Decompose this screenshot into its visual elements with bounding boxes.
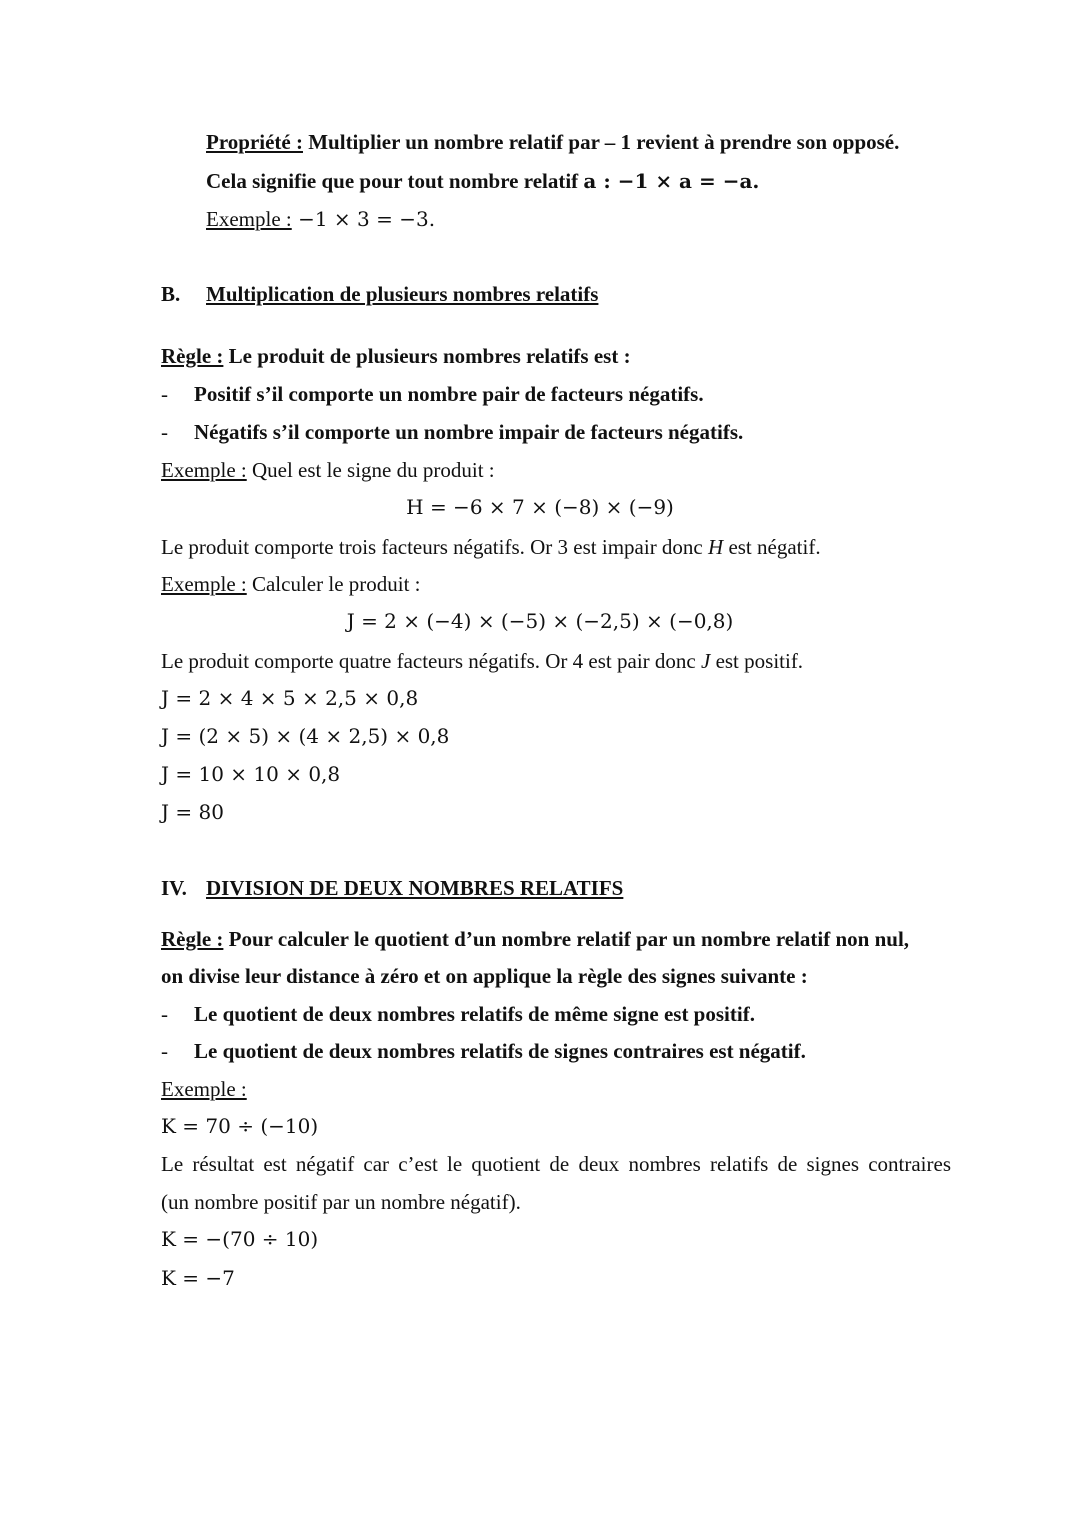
- calc-step: J = (2 × 5) × (4 × 2,5) × 0,8: [161, 724, 450, 748]
- rule-item: Négatifs s’il comporte un nombre impair de facteurs négatifs.: [194, 420, 744, 444]
- conclusion-text: Le produit comporte trois facteurs négatifs. Or 3 est impair donc: [161, 535, 709, 559]
- property-meaning-text: Cela signifie que pour tout nombre relatif: [206, 169, 584, 193]
- variable-j: J: [700, 649, 711, 673]
- rule-text: Le produit de plusieurs nombres relatifs est :: [223, 344, 631, 368]
- example-label: Exemple :: [161, 1077, 247, 1101]
- property-meaning: [206, 168, 759, 194]
- rule-text: Pour calculer le quotient d’un nombre relatif par un nombre relatif non nul,: [223, 927, 910, 951]
- explanation-line: (un nombre positif par un nombre négatif).: [161, 1190, 521, 1214]
- calc-step: J = 10 × 10 × 0,8: [161, 762, 341, 786]
- rule-quotient-line2: on divise leur distance à zéro et on applique la règle des signes suivante :: [161, 964, 808, 988]
- example-formula: −1 × 3 = −3.: [291, 207, 436, 231]
- rule-item: Le quotient de deux nombres relatifs de même signe est positif.: [194, 1002, 755, 1026]
- rule-item: Le quotient de deux nombres relatifs de signes contraires est négatif.: [194, 1039, 806, 1063]
- example-j-conclusion: [161, 648, 803, 674]
- example-text: Quel est le signe du produit :: [246, 458, 495, 482]
- rule-item-dash: -: [161, 1039, 168, 1063]
- calc-step: K = −7: [161, 1266, 235, 1290]
- example-label: Exemple :: [206, 207, 292, 231]
- rule-item-dash: -: [161, 382, 168, 406]
- conclusion-text: Le produit comporte quatre facteurs négatifs. Or 4 est pair donc: [161, 649, 701, 673]
- property-formula: a : −1 × a = −a.: [583, 169, 760, 193]
- example-text: Calculer le produit :: [246, 572, 421, 596]
- section-b-number: B.: [161, 282, 181, 306]
- calc-step: J = 80: [161, 800, 224, 824]
- section-iv-title: DIVISION DE DEUX NOMBRES RELATIFS: [206, 876, 624, 900]
- variable-h: H: [708, 535, 724, 559]
- section-iv-number: IV.: [161, 876, 187, 900]
- formula-h: H = −6 × 7 × (−8) × (−9): [406, 495, 674, 519]
- rule-product: [161, 343, 631, 369]
- rule-item-dash: -: [161, 420, 168, 444]
- property-example: [206, 206, 435, 232]
- rule-item: Positif s’il comporte un nombre pair de facteurs négatifs.: [194, 382, 704, 406]
- property-label: Propriété :: [206, 130, 303, 154]
- example-h-intro: [161, 457, 495, 483]
- rule-item-dash: -: [161, 1002, 168, 1026]
- calc-step: J = 2 × 4 × 5 × 2,5 × 0,8: [161, 686, 419, 710]
- example-h-conclusion: [161, 534, 821, 560]
- property-statement: [206, 129, 899, 155]
- conclusion-text: est négatif.: [723, 535, 821, 559]
- conclusion-text: est positif.: [710, 649, 804, 673]
- rule-label: Règle :: [161, 927, 224, 951]
- rule-label: Règle :: [161, 344, 224, 368]
- calc-step: K = −(70 ÷ 10): [161, 1227, 319, 1251]
- formula-j: J = 2 × (−4) × (−5) × (−2,5) × (−0,8): [346, 609, 734, 633]
- explanation-line: Le résultat est négatif car c’est le quotient de deux nombres relatifs de signes contraires: [161, 1152, 951, 1176]
- formula-k: K = 70 ÷ (−10): [161, 1114, 319, 1138]
- example-j-intro: [161, 571, 421, 597]
- example-label: Exemple :: [161, 458, 247, 482]
- rule-quotient: [161, 926, 909, 952]
- section-b-title: Multiplication de plusieurs nombres relatifs: [206, 282, 599, 306]
- example-label: Exemple :: [161, 572, 247, 596]
- property-text: Multiplier un nombre relatif par – 1 revient à prendre son opposé.: [302, 130, 900, 154]
